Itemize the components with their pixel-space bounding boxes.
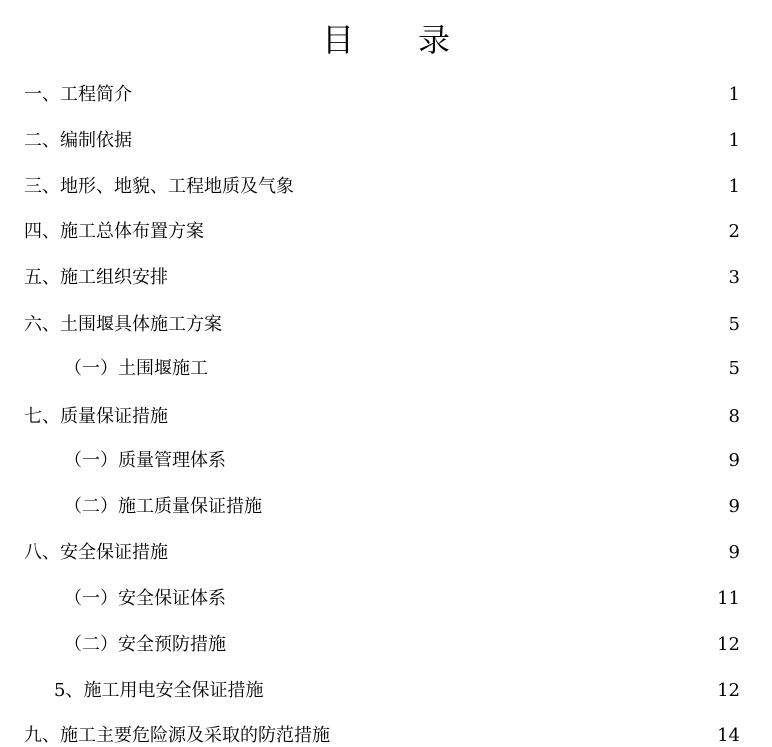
toc-entry[interactable]: [24, 66, 740, 106]
toc-entry[interactable]: [64, 432, 740, 472]
toc-entry-page-number: 11: [717, 588, 740, 609]
toc-dot-leader: [298, 176, 719, 198]
toc-entry[interactable]: [24, 707, 740, 747]
toc-entry[interactable]: [24, 249, 740, 289]
toc-entry[interactable]: [24, 203, 740, 243]
toc-entry-title: 九、施工主要危险源及采取的防范措施: [24, 725, 330, 746]
toc-dot-leader: [212, 358, 719, 380]
toc-entry-title: （一）土围堰施工: [64, 358, 208, 379]
toc-entry[interactable]: [64, 340, 740, 380]
toc-dot-leader: [136, 130, 719, 152]
toc-entry-title: 八、安全保证措施: [24, 542, 168, 563]
toc-dot-leader: [334, 725, 707, 747]
toc-entry-title: 四、施工总体布置方案: [24, 221, 204, 242]
toc-entry-title: 二、编制依据: [24, 130, 132, 151]
toc-entry-title: 六、土围堰具体施工方案: [24, 314, 222, 335]
toc-entry-page-number: 9: [728, 450, 740, 471]
toc-entry-page-number: 1: [728, 130, 740, 151]
toc-entry-page-number: 1: [728, 84, 740, 105]
toc-entry-title: （一）安全保证体系: [64, 588, 226, 609]
toc-entry-page-number: 8: [728, 406, 740, 427]
toc-entry-page-number: 5: [728, 358, 740, 379]
toc-entry[interactable]: [64, 478, 740, 518]
toc-entry[interactable]: [24, 158, 740, 198]
toc-entry-title: （一）质量管理体系: [64, 450, 226, 471]
toc-dot-leader: [226, 314, 719, 336]
toc-entry-page-number: 5: [728, 314, 740, 335]
toc-dot-leader: [172, 542, 719, 564]
toc-entry[interactable]: [64, 616, 740, 656]
toc-entry-title: 5、施工用电安全保证措施: [54, 680, 264, 701]
toc-entry-page-number: 9: [728, 542, 740, 563]
toc-dot-leader: [266, 496, 719, 518]
toc-entry-page-number: 12: [717, 634, 740, 655]
toc-entry-page-number: 9: [728, 496, 740, 517]
toc-entry[interactable]: [54, 662, 740, 702]
toc-entry-title: 五、施工组织安排: [24, 267, 168, 288]
toc-dot-leader: [230, 634, 707, 656]
toc-entry-title: （二）安全预防措施: [64, 634, 226, 655]
toc-entry-page-number: 1: [728, 176, 740, 197]
toc-entry[interactable]: [24, 112, 740, 152]
toc-dot-leader: [230, 588, 707, 610]
toc-entry-page-number: 2: [728, 221, 740, 242]
toc-entry-title: （二）施工质量保证措施: [64, 496, 262, 517]
toc-entry-page-number: 14: [717, 725, 740, 746]
toc-dot-leader: [172, 267, 719, 289]
toc-entry[interactable]: [24, 524, 740, 564]
toc-entry-page-number: 3: [728, 267, 740, 288]
toc-entry-title: 一、工程简介: [24, 84, 132, 105]
toc-dot-leader: [230, 450, 719, 472]
toc-entry[interactable]: [24, 296, 740, 336]
toc-title: 目 录: [321, 21, 450, 59]
toc-entry-title: 三、地形、地貌、工程地质及气象: [24, 176, 294, 197]
toc-dot-leader: [208, 221, 719, 243]
toc-entry-title: 七、质量保证措施: [24, 406, 168, 427]
toc-dot-leader: [136, 84, 719, 106]
toc-dot-leader: [267, 680, 707, 702]
toc-entry[interactable]: [64, 570, 740, 610]
toc-entry-page-number: 12: [717, 680, 740, 701]
toc-dot-leader: [172, 406, 719, 428]
toc-entry[interactable]: [24, 388, 740, 428]
